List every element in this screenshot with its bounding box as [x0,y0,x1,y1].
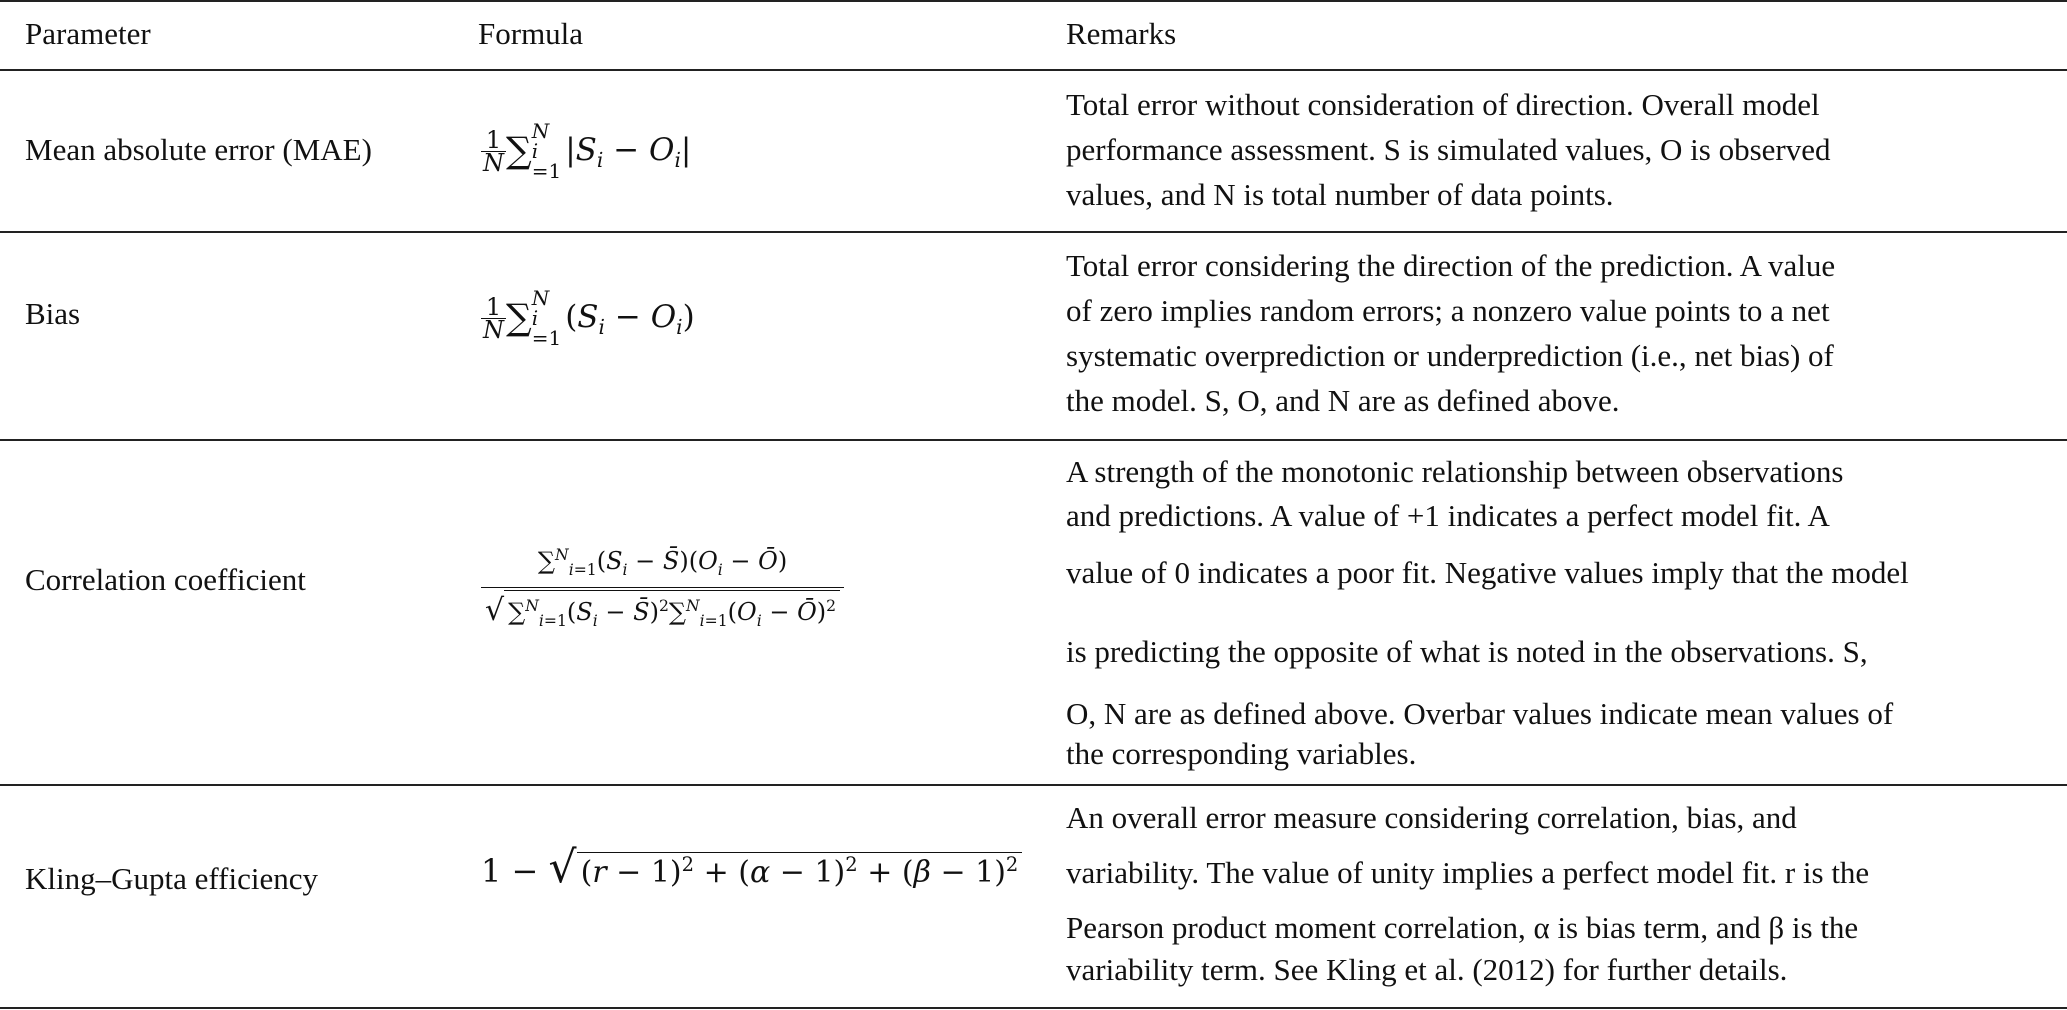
row-remarks-mae [1066,82,1831,217]
remarks-line: A strength of the monotonic relationship between observations [1066,454,1844,489]
remarks-line: Total error without consideration of direction. Overall model [1066,87,1820,122]
formula-kge: 1 − √ $(r - 1)^2 + (\alpha - 1)^2 + (\beta - 1)^2$ [481,842,1022,893]
remarks-line: values, and N is total number of data points. [1066,177,1614,212]
remarks-line: Total error considering the direction of the prediction. A value [1066,248,1836,283]
remarks-line: variability. The value of unity implies a perfect model fit. r is the [1066,855,1870,890]
remarks-line: Pearson product moment correlation, α is bias term, and β is the [1066,910,1859,945]
formula-bias: $\frac{1}{N}$ ∑ N i =1 $(S_i - O_i)$ [483,286,695,350]
row-divider [0,439,2067,441]
row-divider [0,784,2067,786]
remarks-line: value of 0 indicates a poor fit. Negative values imply that the model [1066,555,1909,590]
remarks-line: An overall error measure considering correlation, bias, and [1066,800,1797,835]
row-parameter-kge: Kling–Gupta efficiency [25,861,318,896]
formula-correlation: $\frac{\sum^N_{i=1}(S_i - S̄)(O_i - Ō)}{√ \sum^N_{i=1}(S_i - S̄)^2\sum^N_{i=1}(O_i - Ō)^2}$ [481,540,844,636]
remarks-line: systematic overprediction or underprediction (i.e., net bias) of [1066,338,1834,373]
row-remarks-bias [1066,243,1835,423]
remarks-line: performance assessment. S is simulated values, O is observed [1066,132,1831,167]
remarks-line: and predictions. A value of +1 indicates a perfect model fit. A [1066,498,1830,533]
row-divider [0,231,2067,233]
remarks-line: is predicting the opposite of what is noted in the observations. S, [1066,634,1868,669]
table-top-rule [0,0,2067,2]
header-remarks: Remarks [1066,16,1177,51]
header-bottom-rule [0,69,2067,71]
header-parameter: Parameter [25,16,151,51]
remarks-line: variability term. See Kling et al. (2012) for further details. [1066,952,1788,987]
row-parameter-correlation: Correlation coefficient [25,562,306,597]
table-bottom-rule [0,1007,2067,1009]
remarks-line: O, N are as defined above. Overbar values indicate mean values of [1066,696,1894,731]
remarks-line: the corresponding variables. [1066,736,1417,771]
row-parameter-mae: Mean absolute error (MAE) [25,132,372,167]
header-formula: Formula [478,16,584,51]
formula-mae: $\frac{1}{N}$ ∑ N i =1 $|S_i - O_i|$ [483,119,692,183]
remarks-line: the model. S, O, and N are as defined above. [1066,383,1620,418]
row-remarks-correlation [1066,450,1909,776]
row-remarks-kge [1066,796,1869,990]
remarks-line: of zero implies random errors; a nonzero value points to a net [1066,293,1830,328]
row-parameter-bias: Bias [25,296,81,331]
